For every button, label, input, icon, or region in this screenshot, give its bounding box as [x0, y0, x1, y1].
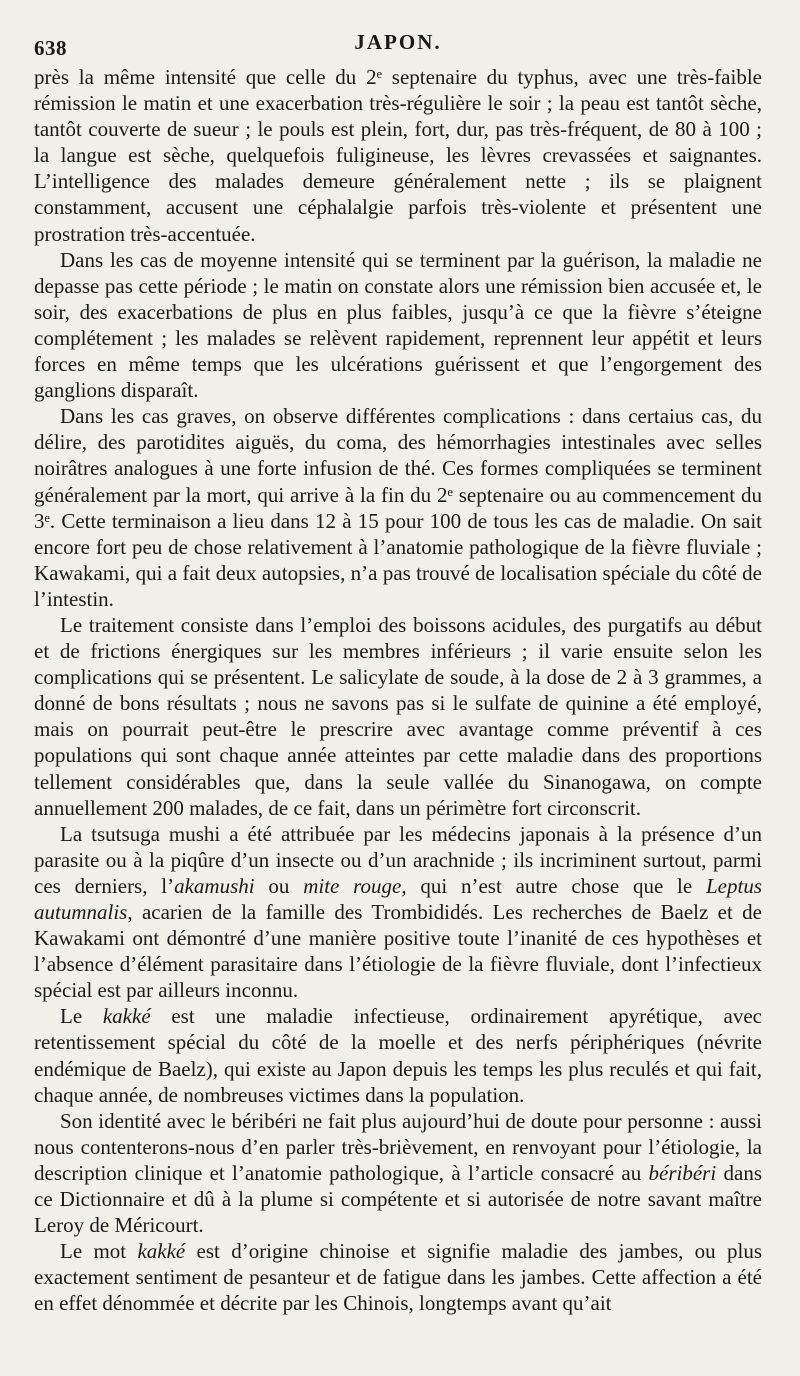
- paragraph: [34, 1238, 762, 1316]
- paragraph: [34, 64, 762, 247]
- body-text: [34, 64, 762, 1317]
- text-segment: dans ce Dictionnaire et dû à la plume si compétente et si autorisée de notre savant maître Leroy de Méricourt.: [34, 1160, 762, 1238]
- italic-term: mite rouge: [303, 873, 402, 898]
- text-segment: , qui n’est autre chose que le: [401, 873, 706, 898]
- text-segment: Dans les cas graves, on observe différentes complications : dans certaius cas, du délire, des parotidites aiguës, du coma, des hémorrhagies intestinales avec selles noirâtres analogues à une forte infusion de thé. Ces formes compliquées se terminent généralement par la mort, qui arrive à la fin du 2ᵉ septenaire ou au commencement du 3ᵉ. Cette terminaison a lieu dans 12 à 15 pour 100 de tous les cas de maladie. On sait encore fort peu de chose relativement à l’anatomie pathologique de la fièvre fluviale ; Kawakami, qui a fait deux autopsies, n’a pas trouvé de localisation spéciale du côté de l’intestin.: [34, 404, 762, 611]
- text-segment: est une maladie infectieuse, ordinairement apyrétique, avec retentissement spécial du côté de la moelle et des nerfs périphériques (névrite endémique de Baelz), qui existe au Japon depuis les temps les plus reculés et qui fait, chaque année, de nombreuses victimes dans la population.: [34, 1004, 762, 1107]
- paragraph: [34, 1108, 762, 1238]
- italic-term: Leptus autumnalis: [34, 873, 763, 924]
- paragraph: [34, 612, 762, 821]
- paragraph: [34, 403, 762, 612]
- text-segment: Le traitement consiste dans l’emploi des boissons acidules, des purgatifs au début et de frictions énergiques sur les membres inférieurs ; il varie ensuite selon les complications qui se présentent. Le salicylate de soude, à la dose de 2 à 3 grammes, a donné de bons résultats ; nous ne savons pas si le sulfate de quinine a été employé, mais on pourrait peut-être le prescrire avec avantage comme préventif à ces populations qui sont chaque année atteintes par cette maladie dans des proportions tellement considérables que, dans la seule vallée du Sinanogawa, on compte annuellement 200 malades, de ce fait, dans un périmètre fort circonscrit.: [34, 612, 762, 820]
- text-segment: , acarien de la famille des Trombididés. Les recherches de Baelz et de Kawakami ont démontré d’une manière positive toute l’inanité de ces hypothèses et l’absence d’élément parasitaire dans l’étiologie de la fièvre fluviale, dont l’infectieux spécial est par ailleurs inconnu.: [34, 900, 762, 1003]
- text-segment: ou: [254, 873, 304, 898]
- text-segment: Le: [60, 1004, 103, 1029]
- paragraph: [34, 821, 762, 1004]
- text-segment: La tsutsuga mushi a été attribuée par les médecins japonais à la présence d’un parasite ou à la piqûre d’un insecte ou d’un arachnide ; ils incriminent surtout, parmi ces derniers, l’: [34, 821, 762, 898]
- text-segment: Le mot: [60, 1239, 138, 1264]
- text-segment: Dans les cas de moyenne intensité qui se terminent par la guérison, la maladie ne depasse pas cette période ; le matin on constate alors une rémission bien accusée et, le soir, des exacerbations de plus en plus faibles, jusqu’à ce que la fièvre s’éteigne complétement ; les malades se relèvent rapidement, reprennent leur appétit et leurs forces en même temps que les ulcérations guérissent et que l’engorgement des ganglions disparaît.: [34, 247, 762, 403]
- italic-term: akamushi: [174, 873, 255, 898]
- page-number: 638: [34, 36, 67, 60]
- page-header: [34, 30, 762, 64]
- text-segment: Son identité avec le béribéri ne fait plus aujourd’hui de doute pour personne : aussi nous contenterons-nous d’en parler très-brièvement, en renvoyant pour l’étiologie, la description clinique et l’anatomie pathologique, à l’article consacré au: [34, 1108, 762, 1185]
- text-segment: est d’origine chinoise et signifie maladie des jambes, ou plus exactement sentiment de pesanteur et de fatigue dans les jambes. Cette affection a été en effet dénommée et décrite par les Chinois, longtemps avant qu’ait: [34, 1239, 762, 1316]
- italic-term: béribéri: [648, 1160, 717, 1185]
- italic-term: kakké: [137, 1239, 186, 1264]
- text-segment: près la même intensité que celle du 2ᵉ septenaire du typhus, avec une très-faible rémission le matin et une exacerbation très-régulière le soir ; la peau est tantôt sèche, tantôt couverte de sueur ; le pouls est plein, fort, dur, pas très-fréquent, de 80 à 100 ; la langue est sèche, quelquefois fuligineuse, les lèvres crevassées et saignantes. L’intelligence des malades demeure généralement nette ; ils se plaignent constamment, accusent une céphalalgie parfois très-violente et présentent une prostration très-accentuée.: [34, 65, 762, 246]
- paragraph: [34, 247, 762, 404]
- italic-term: kakké: [102, 1004, 151, 1029]
- running-title: JAPON.: [354, 30, 442, 54]
- paragraph: [34, 1003, 762, 1107]
